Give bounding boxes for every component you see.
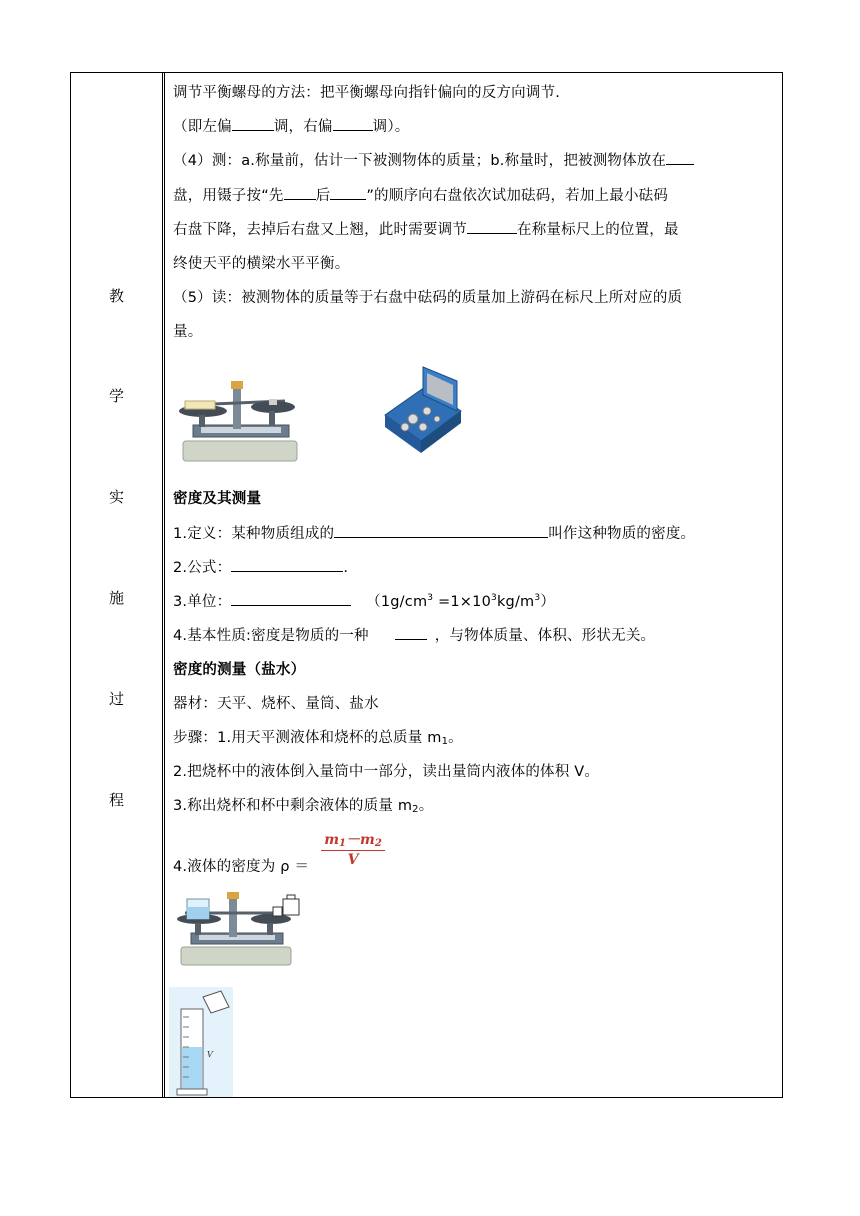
side-label-2: 学 [108, 387, 124, 405]
fill-blank[interactable] [467, 221, 517, 234]
side-label-1: 教 [108, 287, 124, 305]
table-frame [70, 72, 783, 1098]
fill-blank[interactable] [231, 593, 351, 606]
text-step-2: 2.把烧杯中的液体倒入量筒中一部分，读出量筒内液体的体积 V。 [173, 764, 600, 780]
side-label-3: 实 [108, 488, 124, 506]
formula-numerator: $m_1-m_2$ [324, 832, 382, 849]
text-measure-step: （4）测：a.称量前，估计一下被测物体的质量；b.称量时，把被测物体放在 [173, 149, 694, 170]
fill-blank[interactable] [330, 187, 366, 200]
text-step-3: 3.称出烧杯和杯中剩余液体的质量 $m_2$。 [173, 798, 434, 815]
text-read-step: （5）读：被测物体的质量等于右盘中砝码的质量加上游码在标尺上所对应的质 [173, 290, 683, 306]
text-weights-order: 盘，用镊子按“先 后 ”的顺序向右盘依次试加砝码，若加上最小砝码 [173, 188, 669, 204]
text-equipment: 器材：天平、烧杯、量筒、盐水 [173, 696, 379, 712]
section-heading-brine: 密度的测量（盐水） [173, 662, 306, 678]
text-left-right-bias: （即左偏 调，右偏 调）。 [173, 119, 410, 135]
column-divider [162, 73, 165, 1097]
fill-blank[interactable] [395, 627, 427, 640]
cylinder-volume-label: V [207, 1050, 213, 1059]
section-heading-density: 密度及其测量 [173, 491, 262, 507]
text-balance-final: 终使天平的横梁水平平衡。 [173, 256, 350, 272]
side-label-6: 程 [108, 791, 124, 809]
text-density-unit: 3.单位： $(1g/cm^3 =1\times 10^3kg/m^3)$ [173, 593, 556, 610]
text-density-definition: 1.定义：某种物质组成的 叫作这种物质的密度。 [173, 526, 696, 542]
side-label-4: 施 [108, 589, 124, 607]
text-balance-nut-method: 调节平衡螺母的方法：把平衡螺母向指针偏向的反方向调节. [173, 85, 561, 101]
side-label-5: 过 [108, 690, 124, 708]
text-density-formula: 2.公式： . [173, 560, 349, 576]
text-step-4: 4.液体的密度为 ρ ＝ [173, 859, 310, 875]
fill-blank[interactable] [232, 118, 274, 131]
fill-blank[interactable] [334, 525, 548, 538]
fill-blank[interactable] [231, 559, 343, 572]
fill-blank[interactable] [666, 152, 694, 165]
density-formula [321, 829, 385, 868]
formula-denominator: V [347, 852, 359, 868]
text-rider-adjust: 右盘下降，去掉后右盘又上翘，此时需要调节 在称量标尺上的位置，最 [173, 222, 679, 238]
fill-blank[interactable] [333, 118, 373, 131]
fill-blank[interactable] [284, 187, 316, 200]
balance-scale-image [173, 375, 303, 465]
text-step-1: 步骤：1.用天平测液体和烧杯的总质量 $m_1$。 [173, 730, 463, 747]
balance-with-beaker-image [173, 889, 313, 969]
weights-box-image [375, 365, 465, 457]
text-read-step-end: 量。 [173, 324, 203, 340]
measuring-cylinder-image [169, 987, 233, 1097]
text-density-property: 4.基本性质:密度是物质的一种 ，与物体质量、体积、形状无关。 [173, 628, 656, 644]
